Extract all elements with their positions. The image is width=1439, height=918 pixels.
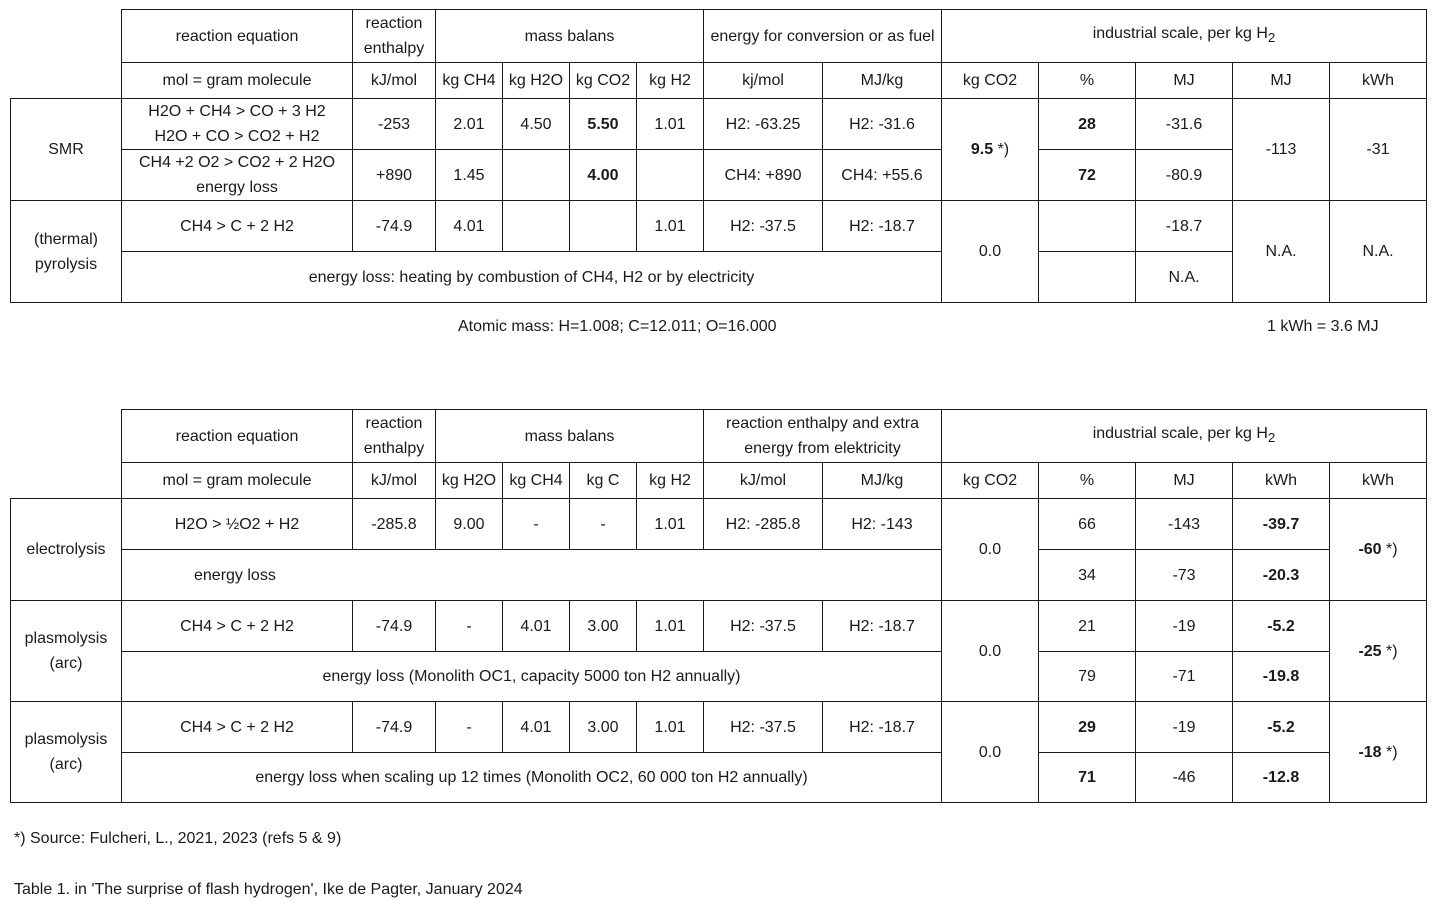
row-label-line: pyrolysis [34,255,98,273]
kg-co2-industrial-cell: 0.0 [942,601,1039,702]
header-industrial-scale [942,10,1427,63]
footnote-mark: *) [993,141,1010,158]
kwh-conversion-note: 1 kWh = 3.6 MJ [1267,318,1379,335]
mj-cell: -19 [1136,601,1233,652]
kg-h2-cell: 1.01 [637,201,704,252]
kg-co2-cell: 4.00 [570,150,637,201]
enthalpy-cell: -253 [353,99,436,150]
table-row [11,499,1427,550]
kwh-cell: -39.7 [1233,499,1330,550]
percent-cell: 34 [1039,550,1136,601]
header-reaction-equation: reaction equation [122,410,353,463]
kg-ch4-cell: 4.01 [503,601,570,652]
reaction-equation-cell: CH4 > C + 2 H2 [122,201,353,252]
kg-h2o-cell: 9.00 [436,499,503,550]
row-label-plasmolysis-oc1 [11,601,122,702]
smr-pyrolysis-table [10,9,1427,303]
mj-cell: -80.9 [1136,150,1233,201]
energy-mjkg-cell: H2: -143 [823,499,942,550]
percent-cell: 29 [1039,702,1136,753]
reaction-equation-cell: CH4 > C + 2 H2 [122,601,353,652]
percent-cell: 66 [1039,499,1136,550]
equation-line: CH4 +2 O2 > CO2 + 2 H2O [138,154,336,171]
kg-co2-industrial-cell: 0.0 [942,201,1039,303]
unit-kwh: kWh [1330,63,1427,99]
mj-cell: -73 [1136,550,1233,601]
kwh-cell: -31 [1330,99,1427,201]
row-label-line: (arc) [49,756,83,773]
unit-kj-mol: kJ/mol [704,463,823,499]
energy-mjkg-cell: H2: -31.6 [823,99,942,150]
energy-kjmol-cell: CH4: +890 [704,150,823,201]
header-reaction-equation: reaction equation [122,10,353,63]
kwh-cell: -19.8 [1233,652,1330,702]
energy-kjmol-cell: H2: -37.5 [704,702,823,753]
unit-kg-co2: kg CO2 [570,63,637,99]
kg-co2-industrial-cell: 0.0 [942,499,1039,601]
kg-h2-cell: 1.01 [637,601,704,652]
unit-kg-ch4: kg CH4 [436,63,503,99]
enthalpy-cell: -74.9 [353,201,436,252]
unit-kg-h2o: kg H2O [503,63,570,99]
mj-cell: -46 [1136,753,1233,803]
kwh-cell: N.A. [1330,201,1427,303]
mj-cell: -31.6 [1136,99,1233,150]
percent-cell: 79 [1039,652,1136,702]
table-row [11,150,1427,201]
kwh-cell: -20.3 [1233,550,1330,601]
unit-kg-co2-industrial: kg CO2 [942,63,1039,99]
footnote-mark: *) [1381,541,1398,558]
kwh-cell: -5.2 [1233,601,1330,652]
industrial-scale-text: industrial scale, per kg H [1092,425,1268,443]
footnote-mark: *) [1381,642,1398,660]
unit-mj: MJ [1136,63,1233,99]
mj-total-cell: N.A. [1233,201,1330,303]
kg-ch4-cell: - [503,499,570,550]
unit-kg-c: kg C [570,463,637,499]
percent-cell: 72 [1039,150,1136,201]
industrial-scale-text: industrial scale, per kg H [1092,25,1268,43]
corner-blank [11,10,122,99]
enthalpy-cell: -74.9 [353,601,436,652]
kg-h2-cell: 1.01 [637,702,704,753]
mj-cell: -19 [1136,702,1233,753]
percent-cell [1039,252,1136,303]
mj-cell: -71 [1136,652,1233,702]
enthalpy-cell: -285.8 [353,499,436,550]
energy-kjmol-cell: H2: -285.8 [704,499,823,550]
kwh-total-cell [1330,499,1427,601]
unit-kg-h2: kg H2 [637,63,704,99]
row-label-line: plasmolysis [24,630,108,647]
kg-h2o-cell [503,150,570,201]
kwh-total-value: -25 [1358,642,1382,660]
table-row [11,753,1427,803]
reaction-equation-cell: CH4 > C + 2 H2 [122,702,353,753]
kg-h2-cell [637,150,704,201]
equation-line: H2O + CH4 > CO + 3 H2 [148,103,326,120]
kg-co2-value: 9.5 [970,141,994,158]
table-row [11,601,1427,652]
kwh-cell: -5.2 [1233,702,1330,753]
energy-mjkg-cell: H2: -18.7 [823,702,942,753]
row-label-line: (arc) [49,655,83,672]
kg-h2-cell: 1.01 [637,499,704,550]
unit-kjmol: kJ/mol [353,463,436,499]
row-label-electrolysis: electrolysis [11,499,122,601]
kg-ch4-cell: 1.45 [436,150,503,201]
header-industrial-scale [942,410,1427,463]
equation-line: H2O + CO > CO2 + H2 [154,128,320,145]
kg-co2-industrial-cell: 0.0 [942,702,1039,803]
header-reaction-enthalpy: reaction enthalpy [353,410,436,463]
header-mass-balans: mass balans [436,410,704,463]
energy-loss-cell: energy loss (Monolith OC1, capacity 5000 ton H2 annually) [122,652,942,702]
energy-mjkg-cell: H2: -18.7 [823,201,942,252]
energy-loss-cell: energy loss when scaling up 12 times (Monolith OC2, 60 000 ton H2 annually) [122,753,942,803]
energy-kjmol-cell: H2: -37.5 [704,601,823,652]
row-label-pyrolysis [11,201,122,303]
kg-h2o-cell: - [436,702,503,753]
industrial-scale-sub: 2 [1267,430,1276,446]
reaction-equation-cell: H2O > ½O2 + H2 [122,499,353,550]
footnote-mark: *) [1381,743,1398,761]
energy-loss-cell: energy loss: heating by combustion of CH4, H2 or by electricity [122,252,942,303]
reaction-equation-cell [122,150,353,201]
percent-cell: 71 [1039,753,1136,803]
electrolysis-plasmolysis-table [10,409,1427,803]
percent-cell: 28 [1039,99,1136,150]
row-label-plasmolysis-oc2 [11,702,122,803]
row-label-line: plasmolysis [24,731,108,748]
unit-kg-ch4: kg CH4 [503,463,570,499]
mj-cell: -143 [1136,499,1233,550]
table-row [11,201,1427,252]
kg-ch4-cell: 4.01 [436,201,503,252]
kwh-total-value: -60 [1358,541,1382,558]
kg-co2-cell [570,201,637,252]
energy-kjmol-cell: H2: -37.5 [704,201,823,252]
row-label-smr: SMR [11,99,122,201]
unit-mj: MJ [1136,463,1233,499]
header-mass-balans: mass balans [436,10,704,63]
unit-percent: % [1039,63,1136,99]
kg-h2o-cell [503,201,570,252]
atomic-mass-note: Atomic mass: H=1.008; C=12.011; O=16.000 [458,318,777,335]
mj-cell: N.A. [1136,252,1233,303]
unit-mol: mol = gram molecule [122,63,353,99]
corner-blank [11,410,122,499]
unit-kg-h2o: kg H2O [436,463,503,499]
unit-kwh: kWh [1233,463,1330,499]
kg-h2o-cell: 4.50 [503,99,570,150]
table-row [11,702,1427,753]
header-energy: reaction enthalpy and extra energy from elektricity [704,410,942,463]
table-row [11,99,1427,150]
energy-kjmol-cell: H2: -63.25 [704,99,823,150]
energy-mjkg-cell: CH4: +55.6 [823,150,942,201]
percent-cell: 21 [1039,601,1136,652]
kg-c-cell: 3.00 [570,702,637,753]
unit-mj-kg: MJ/kg [823,63,942,99]
unit-mol: mol = gram molecule [122,463,353,499]
kg-c-cell: - [570,499,637,550]
enthalpy-cell: +890 [353,150,436,201]
row-label-line: (thermal) [33,230,98,248]
header-reaction-enthalpy: reaction enthalpy [353,10,436,63]
table-row [11,652,1427,702]
kwh-total-cell [1330,601,1427,702]
source-footnote: *) Source: Fulcheri, L., 2021, 2023 (refs 5 & 9) [14,830,342,847]
kwh-cell: -12.8 [1233,753,1330,803]
unit-kj-mol: kj/mol [704,63,823,99]
kg-co2-cell: 5.50 [570,99,637,150]
table-row [11,252,1427,303]
unit-kg-h2: kg H2 [637,463,704,499]
table-row [11,550,1427,601]
mj-total-cell: -113 [1233,99,1330,201]
mj-cell: -18.7 [1136,201,1233,252]
unit-mj-total: MJ [1233,63,1330,99]
percent-cell [1039,201,1136,252]
unit-kjmol: kJ/mol [353,63,436,99]
kg-c-cell: 3.00 [570,601,637,652]
kg-co2-industrial-cell [942,99,1039,201]
kg-h2o-cell: - [436,601,503,652]
unit-kg-co2-industrial: kg CO2 [942,463,1039,499]
header-energy: energy for conversion or as fuel [704,10,942,63]
table-caption: Table 1. in 'The surprise of flash hydrogen', Ike de Pagter, January 2024 [14,881,523,898]
unit-mj-kg: MJ/kg [823,463,942,499]
kwh-total-cell [1330,702,1427,803]
kg-ch4-cell: 2.01 [436,99,503,150]
reaction-equation-cell [122,99,353,150]
industrial-scale-sub: 2 [1267,30,1276,46]
kg-ch4-cell: 4.01 [503,702,570,753]
energy-mjkg-cell: H2: -18.7 [823,601,942,652]
equation-line: energy loss [196,179,278,196]
energy-loss-cell: energy loss [122,550,942,601]
unit-kwh-total: kWh [1330,463,1427,499]
kwh-total-value: -18 [1358,743,1382,761]
enthalpy-cell: -74.9 [353,702,436,753]
kg-h2-cell: 1.01 [637,99,704,150]
unit-percent: % [1039,463,1136,499]
